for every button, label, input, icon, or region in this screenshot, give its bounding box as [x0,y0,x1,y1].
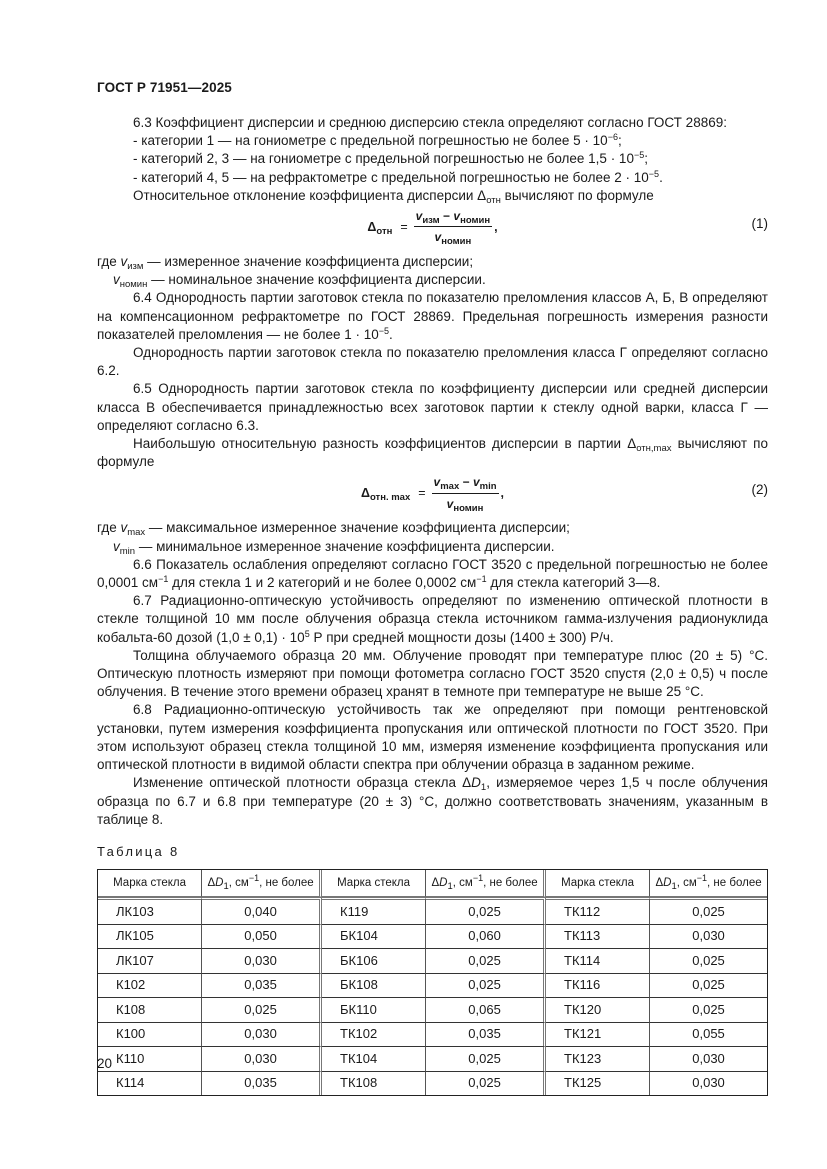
formula-1: $\Delta_{отн}$ = $\frac{v_{изм} - v_{номин}}{v_{номин}}$ , (1) [367,209,768,248]
deviation-intro: Относительное отклонение коэффициента дисперсии $\Delta_{отн}$ вычисляют по формуле [133,187,654,206]
table-row [98,1046,767,1071]
cell-value: 0,025 [650,948,767,973]
cell-value: 0,030 [202,1022,322,1047]
formula-2-where-line-2: $v_{min}$ — минимальное измеренное значение коэффициента дисперсии. [113,538,555,557]
cell-value: 0,030 [650,1071,767,1096]
cell-mark: ТК113 [546,924,650,949]
formula-2-number: (2) [751,482,768,498]
section-6-4-p2: Однородность партии заготовок стекла по показателю преломления класса Г определяют согласно 6.2. [97,345,768,379]
cell-mark: БК108 [322,973,426,998]
list-item-category-4-5: - категорий 4, 5 — на рефрактометре с предельной погрешностью не более $2 \cdot 10^{-5}$. [133,168,663,185]
formula-1-fraction: $\frac{v_{изм} - v_{номин}}{v_{номин}}$ [415,209,491,248]
cell-value: 0,025 [426,897,546,924]
list-item-category-1: - категории 1 — на гониометре с предельной погрешностью не более $5 \cdot 10^{-6}$; [133,132,622,149]
document-body [97,114,768,1096]
cell-value: 0,025 [426,973,546,998]
cell-mark: К100 [98,1022,202,1047]
cell-value: 0,030 [650,1046,767,1071]
cell-mark: ТК112 [546,897,650,924]
table-8 [97,869,768,1096]
table-8-caption: Таблица 8 [97,843,180,859]
formula-2-where-line-1: где $v_{max}$ — максимальное измеренное значение коэффициента дисперсии; [97,520,570,539]
cell-value: 0,065 [426,997,546,1022]
cell-value: 0,050 [202,924,322,949]
cell-mark: ТК121 [546,1022,650,1047]
cell-mark: ТК125 [546,1071,650,1096]
section-6-8-p2: Изменение оптической плотности образца стекла $\Delta D_1$, измеряемое через 1,5 ч после облучения образца по 6.7 и 6.8 при температуре (20 ± 3) °С, должно соответствовать значениям, указанным в таблице 8. [97,775,768,827]
cell-mark: ТК123 [546,1046,650,1071]
cell-mark: ТК108 [322,1071,426,1096]
document-header: ГОСТ Р 71951—2025 [97,80,232,95]
formula-2-fraction: $\frac{v_{max} - v_{min}}{v_{номин}}$ [433,475,497,514]
cell-value: 0,030 [202,948,322,973]
cell-value: 0,035 [202,1071,322,1096]
header-delta-2: $\Delta D_1$, $см^{-1}$, не более [426,870,546,897]
cell-value: 0,025 [426,1071,546,1096]
cell-value: 0,055 [650,1022,767,1047]
cell-value: 0,025 [202,997,322,1022]
table-row [98,997,767,1022]
table-row [98,897,767,924]
header-delta-1: $\Delta D_1$, $см^{-1}$, не более [202,870,322,897]
table-row [98,1022,767,1047]
cell-value: 0,025 [426,948,546,973]
table-header-row [98,870,767,897]
cell-mark: БК106 [322,948,426,973]
cell-value: 0,025 [650,973,767,998]
cell-mark: К119 [322,897,426,924]
cell-mark: ЛК107 [98,948,202,973]
cell-mark: К102 [98,973,202,998]
cell-value: 0,025 [650,997,767,1022]
cell-mark: К108 [98,997,202,1022]
page-number: 20 [97,1056,113,1071]
cell-mark: БК104 [322,924,426,949]
cell-value: 0,035 [202,973,322,998]
table-row [98,1071,767,1096]
section-6-4-p1: 6.4 Однородность партии заготовок стекла по показателю преломления классов А, Б, В определяют на компенсационном рефрактометре по ГОСТ 28869. Предельная погрешность измерения разности показателей преломления — не более $1 \cdot 10^{-5}$. [97,290,768,342]
cell-mark: ТК102 [322,1022,426,1047]
section-6-6: 6.6 Показатель ослабления определяют согласно ГОСТ 3520 с предельной погрешностью не более 0,0001 $см^{-1}$ для стекла 1 и 2 категорий и не более 0,0002 $см^{-1}$ для стекла категорий 3—8. [97,556,768,591]
cell-mark: ТК114 [546,948,650,973]
cell-mark: К114 [98,1071,202,1096]
cell-value: 0,060 [426,924,546,949]
section-6-7-p2: Толщина облучаемого образца 20 мм. Облучение проводят при температуре плюс (20 ± 5) °С. Оптическую плотность измеряют при помощи фотометра согласно ГОСТ 3520 спустя (2,0 ± 0,5) ч после облучения. В течение этого времени образец хранят в темноте при температуре не выше 25 °С. [97,647,768,700]
cell-mark: ЛК103 [98,897,202,924]
section-6-7-p1: 6.7 Радиационно-оптическую устойчивость определяют по изменению оптической плотности в стекле толщиной 10 мм после облучения образца стекла источником гамма-излучения радионуклида кобальта-60 дозой $(1,0 \pm 0,1) \cdot 10^5$ Р при средней мощности дозы (1400 ± 300) Р/ч. [97,593,768,645]
cell-value: 0,030 [650,924,767,949]
section-6-5-p1: 6.5 Однородность партии заготовок стекла по коэффициенту дисперсии или средней дисперсии класса В обеспечивается принадлежностью всех заготовок партии к стеклу одной варки, класса Г — определяют согласно 6.3. [97,381,768,433]
header-mark-1: Марка стекла [98,870,202,897]
table-row [98,924,767,949]
formula-1-where-line-1: где $v_{изм}$ — измеренное значение коэффициента дисперсии; [97,254,474,273]
table-row [98,973,767,998]
cell-value: 0,025 [650,897,767,924]
table-row [98,948,767,973]
cell-value: 0,025 [426,1046,546,1071]
section-6-5-p2: Наибольшую относительную разность коэффициентов дисперсии в партии $\Delta_{отн,max}$ вычисляют по формуле [97,436,768,470]
cell-value: 0,030 [202,1046,322,1071]
cell-mark: ТК120 [546,997,650,1022]
cell-mark: БК110 [322,997,426,1022]
cell-mark: ТК104 [322,1046,426,1071]
cell-value: 0,035 [426,1022,546,1047]
cell-value: 0,040 [202,897,322,924]
section-6-3-intro: 6.3 Коэффициент дисперсии и среднюю дисперсию стекла определяют согласно ГОСТ 28869: [133,115,727,130]
formula-2: $\Delta_{отн. max}$ = $\frac{v_{max} - v_{min}}{v_{номин}}$ , (2) [361,475,768,514]
cell-mark: ЛК105 [98,924,202,949]
header-delta-3: $\Delta D_1$, $см^{-1}$, не более [650,870,767,897]
formula-1-where-line-2: $v_{номин}$ — номинальное значение коэффициента дисперсии. [113,272,486,291]
list-item-category-2-3: - категорий 2, 3 — на гониометре с предельной погрешностью не более $1,5 \cdot 10^{-5}$; [133,150,648,167]
header-mark-2: Марка стекла [322,870,426,897]
formula-1-number: (1) [751,216,768,232]
cell-mark: ТК116 [546,973,650,998]
header-mark-3: Марка стекла [546,870,650,897]
section-6-8-p1: 6.8 Радиационно-оптическую устойчивость так же определяют при помощи рентгеновской установки, путем измерения коэффициента пропускания или оптической плотности по ГОСТ 3520. При этом используют образец стекла толщиной 10 мм, измеряя изменение коэффициента пропускания или оптической плотности в видимой области спектра при облучении образца в заданном режиме. [97,702,768,773]
cell-mark: К110 [98,1046,202,1071]
